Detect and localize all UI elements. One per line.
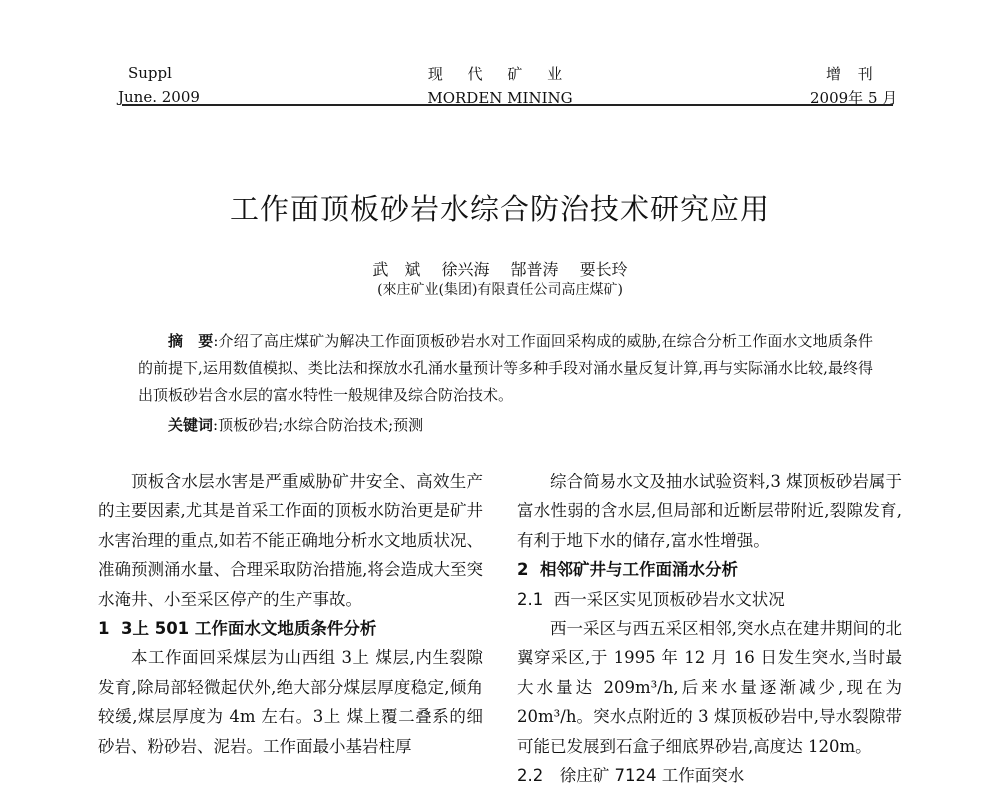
section-number: 2 [517,560,529,580]
body-paragraph: 本工作面回采煤层为山西组 3上 煤层,内生裂隙发育,除局部轻微起伏外,绝大部分煤层厚度稳定,倾角较缓,煤层厚度为 4m 左右。3上 煤上覆二叠系的细砂岩、粉砂岩、泥岩。工作面最小基岩柱厚 [98,648,483,756]
right-column [517,467,902,786]
abstract [138,328,873,409]
left-column [98,467,483,761]
body-paragraph: 西一采区与西五采区相邻,突水点在建井期间的北翼穿采区,于 1995 年 12 月 16 日发生突水,当时最大水量达 209m³/h,后来水量逐渐减少,现在为 20m³/h。突水点附近的 3 煤顶板砂岩中,导水裂隙带可能已发展到石盒子细底界砂岩,高度达 120m。 [517,619,902,756]
subsection-number: 2.1 [517,589,544,609]
subsection-heading-cut-off: 2.2 徐庄矿 7124 工作面突水 [517,766,745,786]
journal-name-chinese: 现 代 矿 业 [427,65,573,83]
keywords-text: :顶板砂岩;水综合防治技术;预测 [213,416,424,434]
journal-supplement: Suppl [128,64,172,82]
abstract-label: 摘 要 [168,332,214,350]
author-affiliation: (來庄矿业(集团)有限責任公司高庄煤矿) [377,282,623,298]
keywords-label: 关键词 [168,416,214,434]
subsection-heading [517,585,902,614]
author-list [0,257,1000,280]
journal-date: June. 2009 [118,88,200,106]
issue-date: 2009年 5 月 [810,89,898,107]
author: 郜普涛 [510,260,559,279]
keywords [138,412,873,439]
subsection-title: 西一采区实见顶板砂岩水文状况 [553,589,785,609]
section-heading [98,614,483,643]
author: 要长玲 [579,260,628,279]
header-rule [122,104,893,106]
journal-name-english: MORDEN MINING [427,89,573,107]
section-title: 相邻矿井与工作面涌水分析 [539,560,738,580]
abstract-text: :介绍了高庄煤矿为解决工作面顶板砂岩水对工作面回采构成的威胁,在综合分析工作面水文地质条件的前提下,运用数值模拟、类比法和探放水孔涌水量预计等多种手段对涌水量反复计算,再与实际涌水比较,最终得出顶板砂岩含水层的富水特性一般规律及综合防治技术。 [138,332,873,404]
paper-title: 工作面顶板砂岩水综合防治技术研究应用 [229,192,770,226]
author: 徐兴海 [441,260,490,279]
section-number: 1 [98,619,110,639]
issue-type: 增 刊 [826,65,879,83]
section-title: 3上 501 工作面水文地质条件分析 [120,619,377,639]
section-heading [517,555,902,584]
body-paragraph: 综合简易水文及抽水试验资料,3 煤顶板砂岩属于富水性弱的含水层,但局部和近断层带附近,裂隙发育,有利于地下水的储存,富水性增强。 [517,472,902,550]
body-paragraph: 顶板含水层水害是严重威胁矿井安全、高效生产的主要因素,尤其是首采工作面的顶板水防治更是矿井水害治理的重点,如若不能正确地分析水文地质状况、准确预测涌水量、合理采取防治措施,将会造成大至突水淹井、小至采区停产的生产事故。 [98,472,483,609]
author: 武 斌 [372,260,421,279]
